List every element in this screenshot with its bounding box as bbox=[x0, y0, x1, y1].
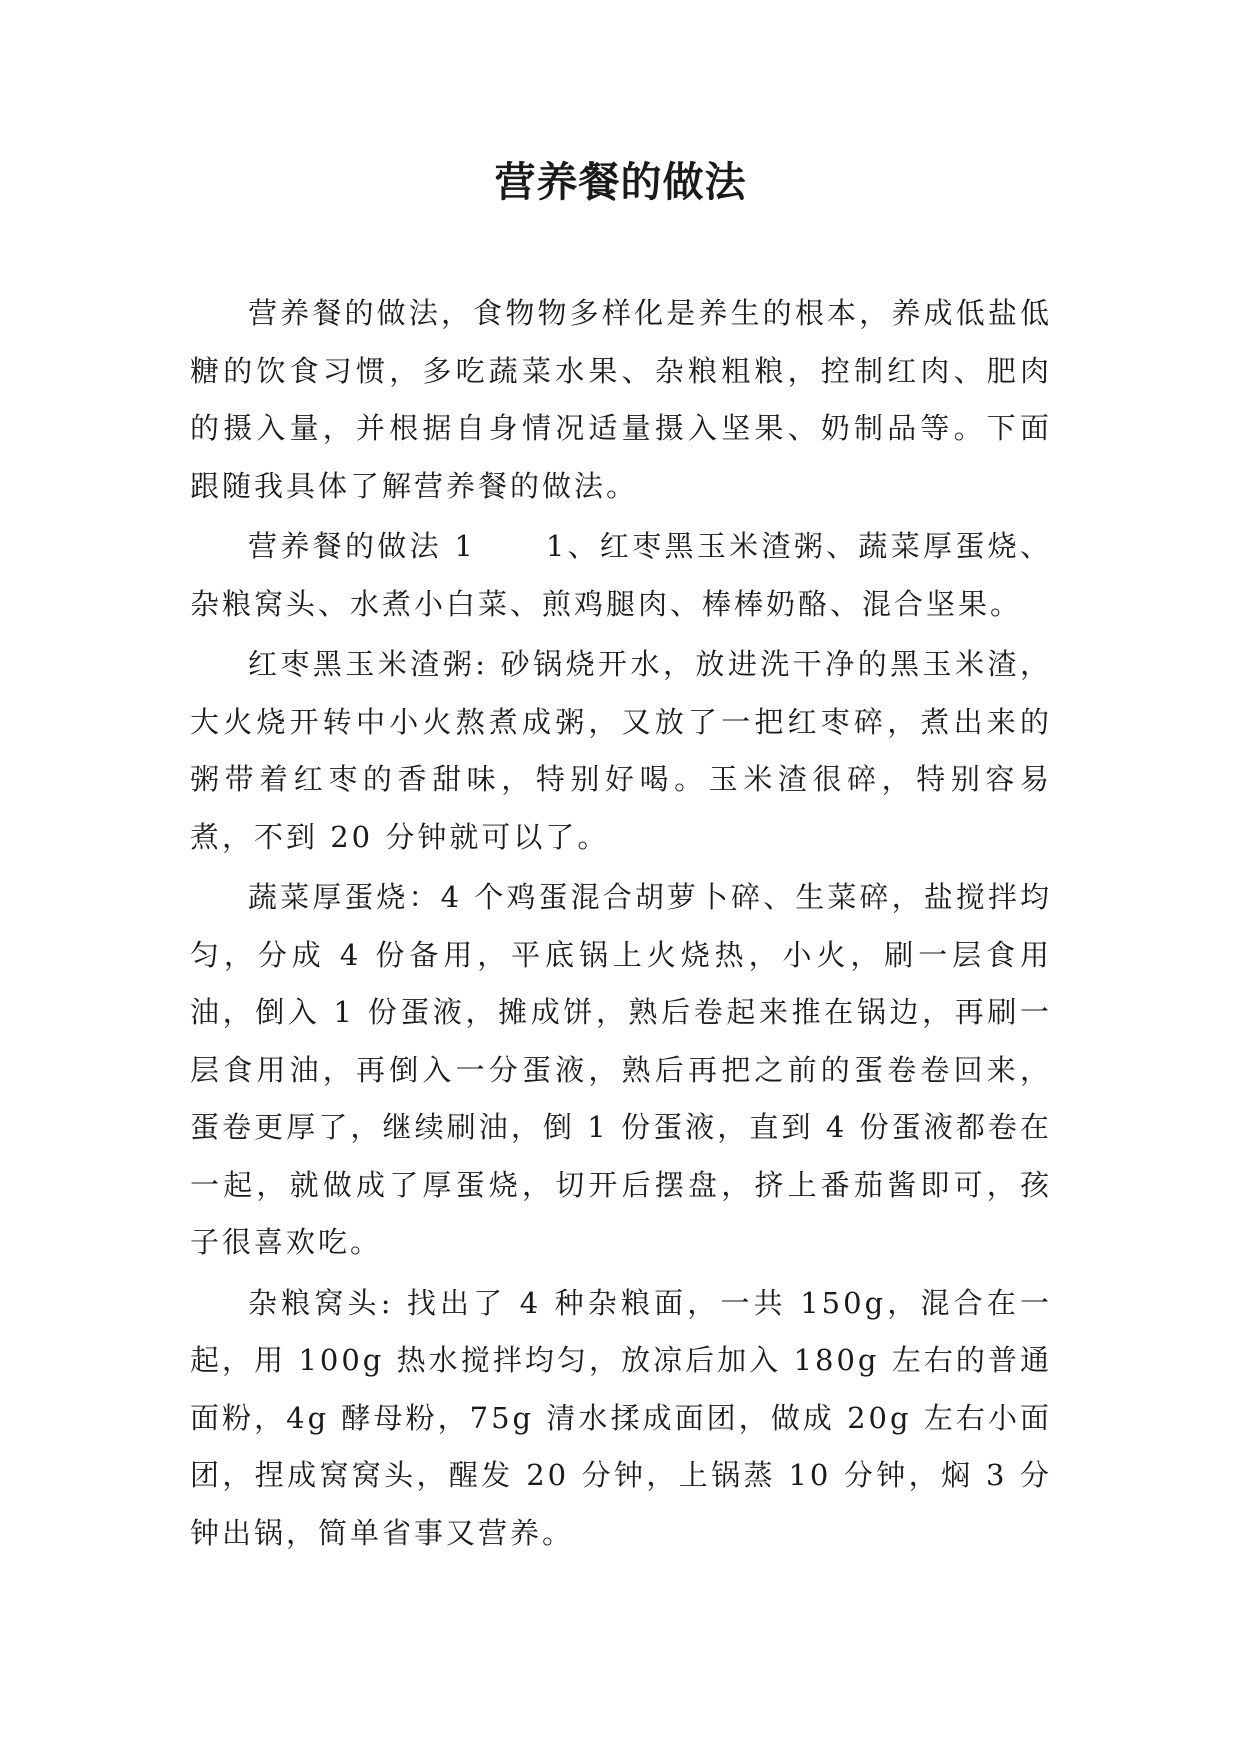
intro-text: 营养餐的做法，食物物多样化是养生的根本，养成低盐低糖的饮食习惯，多吃蔬菜水果、杂粮粗粮，控制红肉、肥肉的摄入量，并根据自身情况适量摄入坚果、奶制品等。下面跟随我具体了解营养餐的做法。 bbox=[190, 296, 1052, 503]
omelette-text: 蔬菜厚蛋烧：4 个鸡蛋混合胡萝卜碎、生菜碎，盐搅拌均匀，分成 4 份备用，平底锅上火烧热，小火，刷一层食用油，倒入 1 份蛋液，摊成饼，熟后卷起来推在锅边，再刷一层食用油，再倒入一分蛋液，熟后再把之前的蛋卷卷回来，蛋卷更厚了，继续刷油，倒 1 份蛋液，直到 4 份蛋液都卷在一起，就做成了厚蛋烧，切开后摆盘，挤上番茄酱即可，孩子很喜欢吃。 bbox=[190, 880, 1052, 1259]
porridge-paragraph bbox=[190, 636, 1052, 866]
recipe-1-paragraph bbox=[190, 518, 1052, 633]
document-body bbox=[190, 285, 1052, 1565]
document-title: 营养餐的做法 bbox=[494, 158, 747, 206]
intro-paragraph bbox=[190, 285, 1052, 515]
wotou-text: 杂粮窝头: 找出了 4 种杂粮面，一共 150g，混合在一起，用 100g 热水搅拌均匀，放凉后加入 180g 左右的普通面粉，4g 酵母粉，75g 清水揉成面团，做成 20g 左右小面团，捏成窝窝头，醒发 20 分钟，上锅蒸 10 分钟，焖 3 分钟出锅，简单省事又营养。 bbox=[190, 1285, 1052, 1550]
recipe-1-menu-text: 1、红枣黑玉米渣粥、蔬菜厚蛋烧、杂粮窝头、水煮小白菜、煎鸡腿肉、棒棒奶酪、混合坚果。 bbox=[190, 529, 1052, 621]
recipe-1-heading: 营养餐的做法 1 bbox=[248, 529, 476, 563]
porridge-text: 红枣黑玉米渣粥: 砂锅烧开水，放进洗干净的黑玉米渣，大火烧开转中小火熬煮成粥，又放了一把红枣碎，煮出来的粥带着红枣的香甜味，特别好喝。玉米渣很碎，特别容易煮，不到 20 分钟就可以了。 bbox=[190, 647, 1052, 854]
wotou-paragraph bbox=[190, 1275, 1052, 1563]
omelette-paragraph bbox=[190, 869, 1052, 1272]
